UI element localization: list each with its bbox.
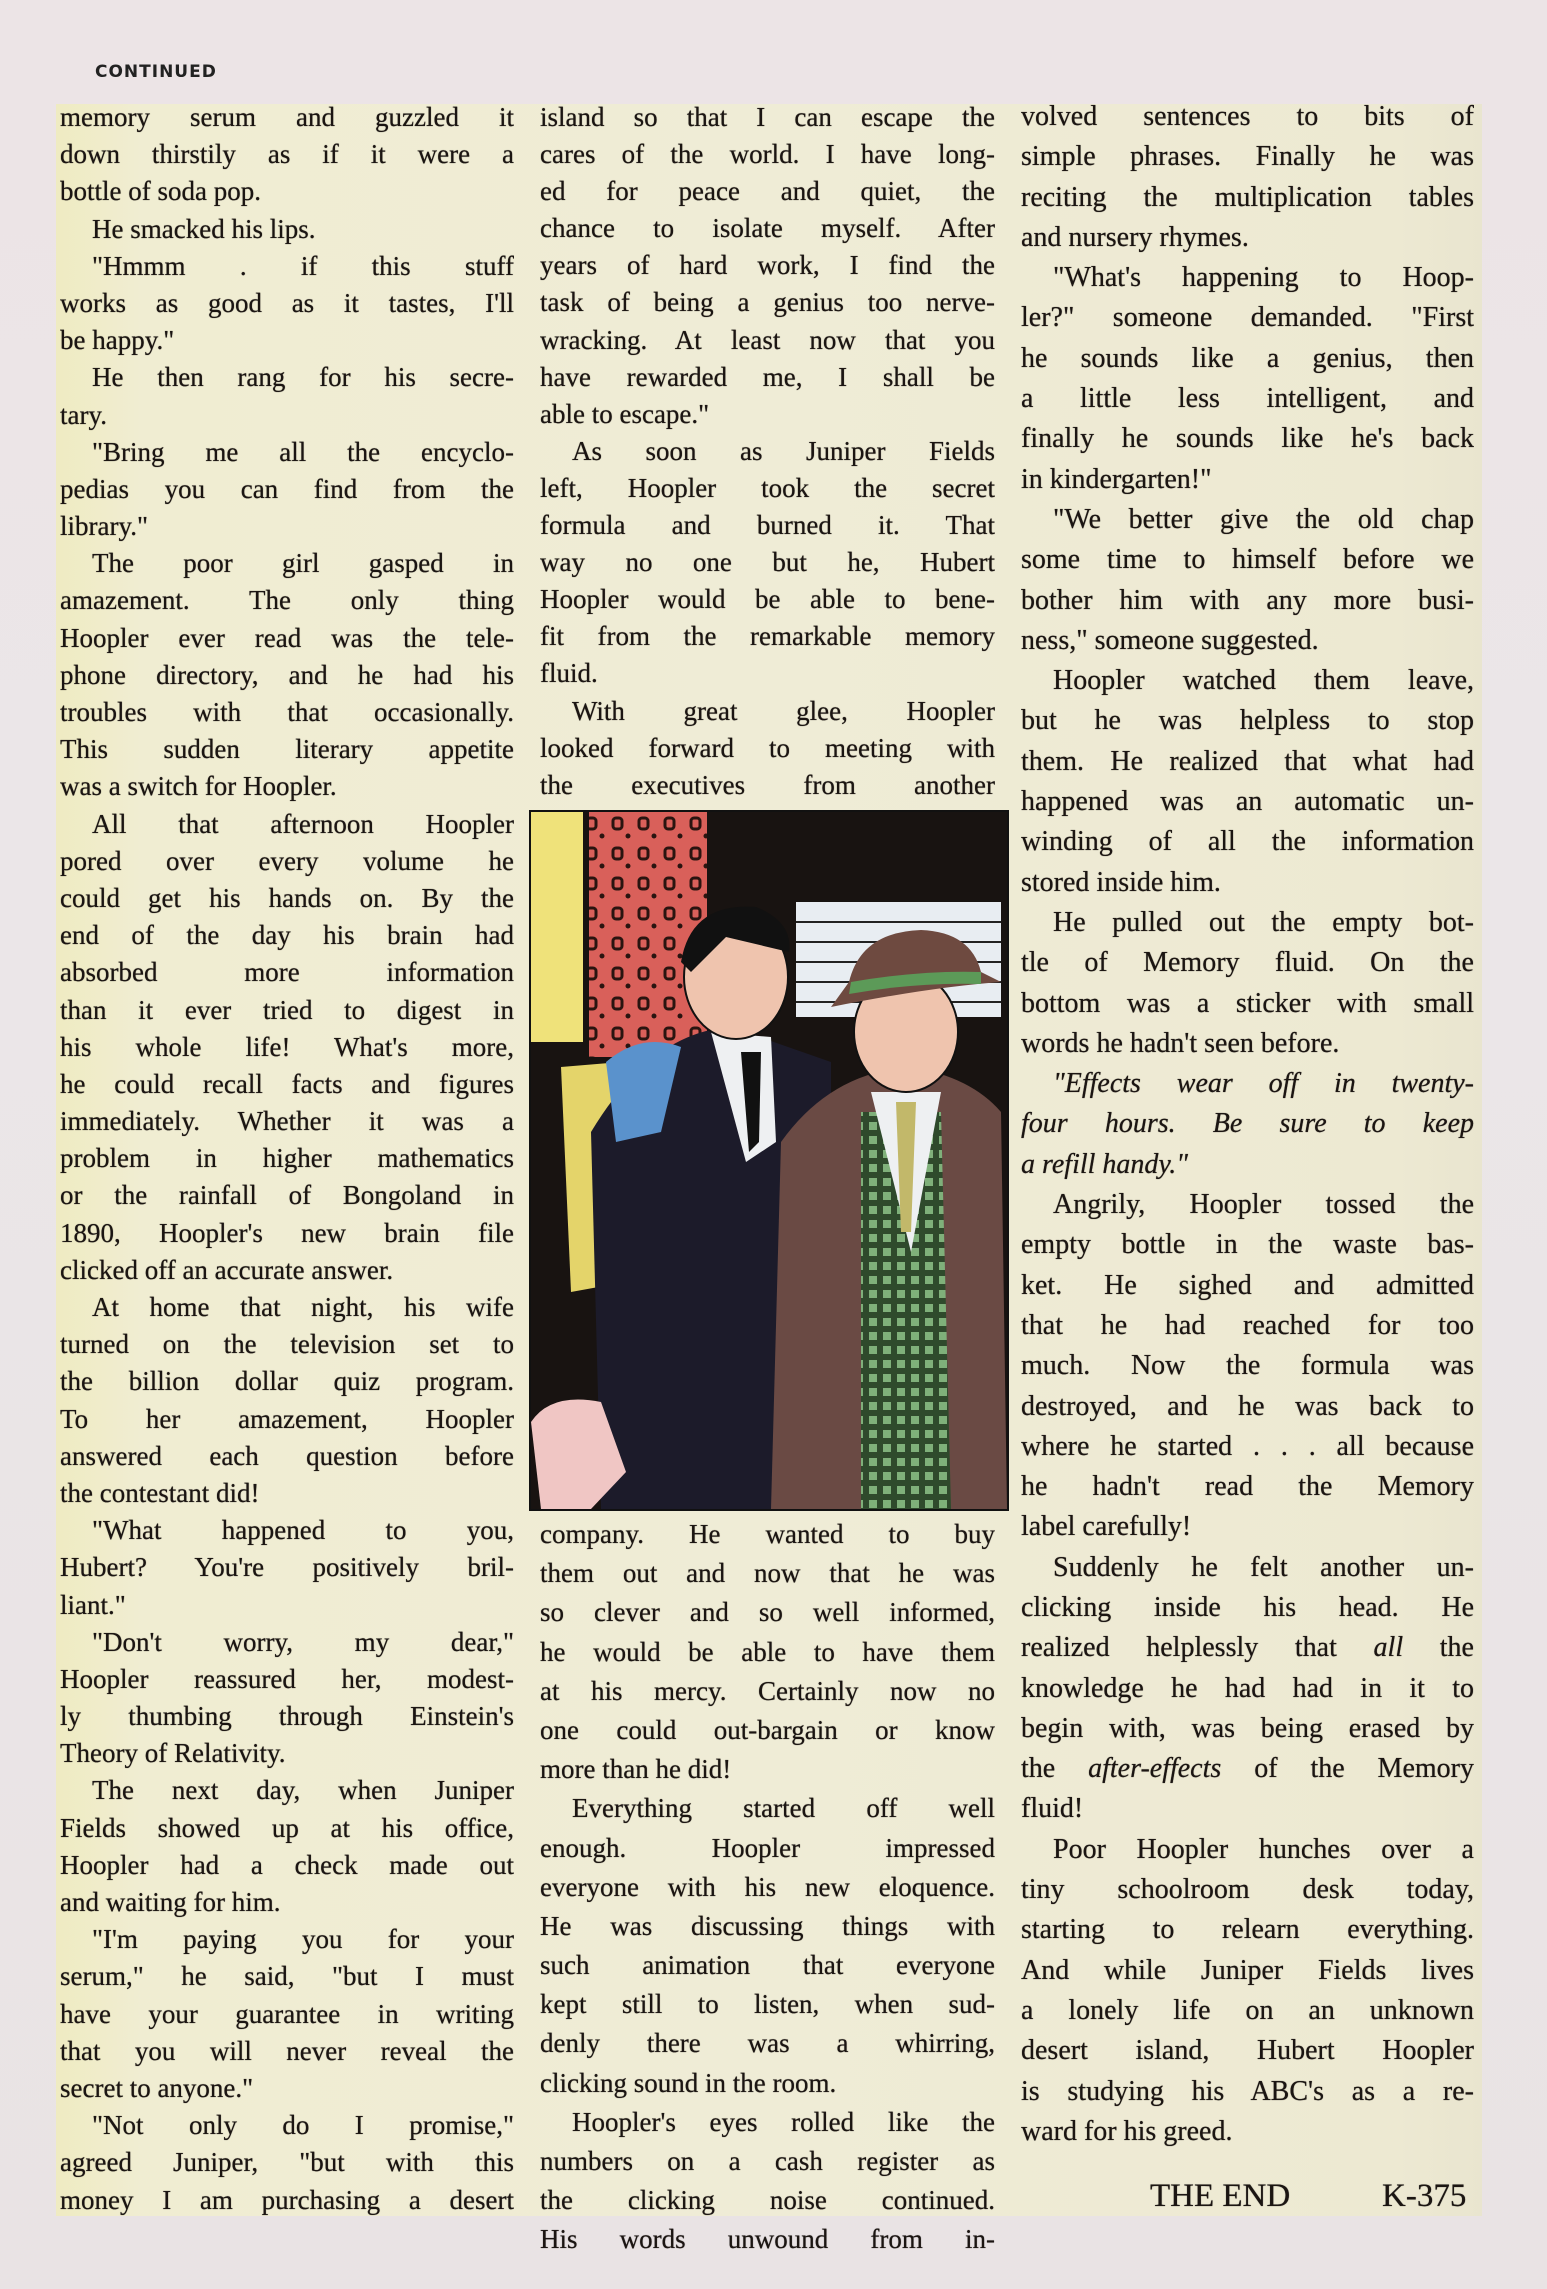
text-column-2-bottom bbox=[540, 1515, 995, 2260]
text-line: "Hmmm . if this stuff bbox=[92, 250, 514, 281]
text-line: a little less intelligent, and bbox=[1021, 383, 1474, 415]
paragraph bbox=[1021, 500, 1474, 661]
text-line: "Bring me all the encyclo- bbox=[92, 436, 514, 467]
text-line: one could out-bargain or know bbox=[540, 1714, 995, 1745]
text-line: Theory of Relativity. bbox=[60, 1738, 286, 1769]
text-line: cares of the world. I have long- bbox=[540, 139, 995, 170]
text-line: With great glee, Hoopler bbox=[572, 695, 995, 726]
text-line: the clicking noise continued. bbox=[540, 2185, 995, 2216]
text-line: agreed Juniper, "but with this bbox=[60, 2147, 514, 2178]
text-line: winding of all the information bbox=[1021, 826, 1474, 858]
paragraph bbox=[1021, 1185, 1474, 1548]
text-line: absorbed more information bbox=[60, 957, 514, 988]
paragraph bbox=[60, 1289, 514, 1512]
text-line: was a switch for Hoopler. bbox=[60, 771, 337, 802]
text-line: Hoopler reassured her, modest- bbox=[60, 1663, 514, 1694]
text-line: happened was an automatic un- bbox=[1021, 786, 1474, 818]
text-segment: realized helplessly that bbox=[1021, 1632, 1374, 1664]
text-line: And while Juniper Fields lives bbox=[1021, 1954, 1474, 1986]
paragraph bbox=[60, 1772, 514, 1921]
text-line: money I am purchasing a desert bbox=[60, 2184, 514, 2215]
text-line: wracking. At least now that you bbox=[540, 324, 995, 355]
text-segment: the bbox=[1403, 1632, 1474, 1664]
text-line: where he started . . . all because bbox=[1021, 1430, 1474, 1462]
paragraph bbox=[60, 99, 514, 211]
paragraph bbox=[60, 1921, 514, 2107]
text-line: end of the day his brain had bbox=[60, 920, 514, 951]
text-line: "What happened to you, bbox=[92, 1515, 514, 1546]
text-line: he hadn't read the Memory bbox=[1021, 1471, 1474, 1503]
text-line: To her amazement, Hoopler bbox=[60, 1403, 514, 1434]
text-line: secret to anyone." bbox=[60, 2072, 254, 2103]
text-line: bottle of soda pop. bbox=[60, 176, 261, 207]
text-line: way no one but he, Hubert bbox=[540, 547, 995, 578]
text-line: ed for peace and quiet, the bbox=[540, 176, 995, 207]
text-line: troubles with that occasionally. bbox=[60, 697, 514, 727]
text-line: At home that night, his wife bbox=[92, 1292, 514, 1322]
text-line: them out and now that he was bbox=[540, 1558, 995, 1589]
text-line: able to escape." bbox=[540, 398, 710, 429]
text-line: "Effects wear off in twenty- bbox=[1053, 1068, 1474, 1100]
text-line: years of hard work, I find the bbox=[540, 250, 995, 281]
text-line: four hours. Be sure to keep bbox=[1021, 1108, 1474, 1140]
text-column-1 bbox=[60, 99, 514, 2219]
text-line: desert island, Hubert Hoopler bbox=[1021, 2035, 1474, 2067]
text-line: "What's happening to Hoop- bbox=[1053, 262, 1474, 294]
text-line: tary. bbox=[60, 399, 107, 430]
text-line: and waiting for him. bbox=[60, 1887, 281, 1917]
continued-label: CONTINUED bbox=[95, 62, 217, 82]
text-line: the billion dollar quiz program. bbox=[60, 1366, 514, 1397]
text-line: clicked off an accurate answer. bbox=[60, 1254, 394, 1285]
text-line: at his mercy. Certainly now no bbox=[540, 1675, 995, 1706]
text-line: much. Now the formula was bbox=[1021, 1350, 1474, 1382]
text-line: the executives from another bbox=[540, 769, 995, 800]
text-line: so clever and so well informed, bbox=[540, 1597, 995, 1628]
text-line: He was discussing things with bbox=[540, 1910, 995, 1941]
text-line: Hoopler watched them leave, bbox=[1053, 665, 1474, 697]
text-line: some time to himself before we bbox=[1021, 544, 1474, 576]
text-line: memory serum and guzzled it bbox=[60, 102, 514, 132]
text-line: Fields showed up at his office, bbox=[60, 1812, 514, 1843]
italic-emphasis: all bbox=[1373, 1632, 1404, 1664]
paragraph bbox=[1021, 903, 1474, 1064]
text-line: and nursery rhymes. bbox=[1021, 221, 1249, 253]
text-line: bottom was a sticker with small bbox=[1021, 987, 1474, 1019]
text-line: clicking inside his head. He bbox=[1021, 1591, 1474, 1623]
text-line: formula and burned it. That bbox=[540, 510, 995, 541]
text-line: 1890, Hoopler's new brain file bbox=[60, 1217, 514, 1248]
text-line: have rewarded me, I shall be bbox=[540, 361, 995, 392]
paragraph bbox=[540, 433, 995, 693]
paragraph bbox=[60, 545, 514, 805]
text-line: denly there was a whirring, bbox=[540, 2028, 995, 2059]
text-line: such animation that everyone bbox=[540, 1950, 995, 1981]
text-line: ness," someone suggested. bbox=[1021, 624, 1319, 656]
text-line: His words unwound from in- bbox=[540, 2224, 995, 2255]
yellow-wall bbox=[531, 812, 583, 1042]
text-line: task of being a genius too nerve- bbox=[540, 287, 995, 318]
text-column-3 bbox=[1021, 97, 1474, 2152]
red-patterned-curtain bbox=[589, 812, 707, 1057]
text-line: This sudden literary appetite bbox=[60, 734, 514, 765]
text-line: turned on the television set to bbox=[60, 1329, 514, 1360]
text-line: a lonely life on an unknown bbox=[1021, 1994, 1474, 2026]
text-line: begin with, was being erased by bbox=[1021, 1712, 1474, 1744]
text-line: kept still to listen, when sud- bbox=[540, 1989, 995, 2020]
text-line: fluid. bbox=[540, 658, 598, 689]
text-line: answered each question before bbox=[60, 1440, 514, 1471]
text-line: finally he sounds like he's back bbox=[1021, 423, 1474, 455]
text-line: is studying his ABC's as a re- bbox=[1021, 2075, 1474, 2107]
text-line: Suddenly he felt another un- bbox=[1053, 1551, 1474, 1583]
text-line: than it ever tried to digest in bbox=[60, 994, 514, 1025]
paragraph bbox=[60, 2107, 514, 2219]
text-line: serum," he said, "but I must bbox=[60, 1961, 514, 1992]
text-line: Poor Hoopler hunches over a bbox=[1053, 1833, 1474, 1865]
text-line: "Don't worry, my dear," bbox=[92, 1626, 514, 1657]
text-line: stored inside him. bbox=[1021, 866, 1221, 898]
text-line: bother him with any more busi- bbox=[1021, 584, 1474, 616]
paragraph bbox=[540, 2103, 995, 2260]
paragraph bbox=[1021, 97, 1474, 258]
text-line: or the rainfall of Bongoland in bbox=[60, 1180, 514, 1211]
text-line: enough. Hoopler impressed bbox=[540, 1832, 995, 1863]
text-segment: of the Memory bbox=[1221, 1753, 1474, 1785]
paragraph bbox=[540, 1789, 995, 2103]
text-line: fit from the remarkable memory bbox=[540, 621, 995, 652]
text-line: be happy." bbox=[60, 325, 175, 356]
text-line: immediately. Whether it was a bbox=[60, 1106, 514, 1137]
text-line: his whole life! What's more, bbox=[60, 1031, 514, 1062]
text-line: volved sentences to bits of bbox=[1021, 101, 1474, 132]
text-line: As soon as Juniper Fields bbox=[572, 435, 995, 466]
text-line: tle of Memory fluid. On the bbox=[1021, 947, 1474, 979]
text-line: He pulled out the empty bot- bbox=[1053, 906, 1474, 938]
text-line: Hoopler would be able to bene- bbox=[540, 584, 995, 615]
text-line: ler?" someone demanded. "First bbox=[1021, 302, 1474, 334]
text-line: simple phrases. Finally he was bbox=[1021, 141, 1474, 173]
italic-emphasis: after-effects bbox=[1088, 1753, 1222, 1785]
paragraph bbox=[60, 806, 514, 1289]
text-line: looked forward to meeting with bbox=[540, 732, 995, 763]
text-line: He smacked his lips. bbox=[92, 213, 316, 244]
text-line: ly thumbing through Einstein's bbox=[60, 1701, 514, 1732]
comic-illustration-panel bbox=[529, 810, 1009, 1511]
text-line: The poor girl gasped in bbox=[92, 548, 514, 579]
text-line: pored over every volume he bbox=[60, 845, 514, 876]
paragraph bbox=[60, 1512, 514, 1624]
paragraph bbox=[1021, 1548, 1474, 1830]
text-segment: the bbox=[1021, 1753, 1089, 1785]
text-line: Hoopler ever read was the tele- bbox=[60, 622, 514, 653]
text-line: reciting the multiplication tables bbox=[1021, 181, 1474, 213]
text-line: He then rang for his secre- bbox=[92, 362, 514, 393]
text-line: everyone with his new eloquence. bbox=[540, 1871, 995, 1902]
paragraph bbox=[1021, 661, 1474, 903]
paragraph bbox=[60, 211, 514, 248]
paragraph bbox=[540, 693, 995, 804]
text-column-2-top bbox=[540, 99, 995, 804]
text-line: a refill handy." bbox=[1021, 1148, 1189, 1180]
text-line: numbers on a cash register as bbox=[540, 2146, 995, 2176]
text-line: he sounds like a genius, then bbox=[1021, 342, 1474, 374]
text-line: The next day, when Juniper bbox=[92, 1775, 514, 1806]
text-line: have your guarantee in writing bbox=[60, 1998, 514, 2029]
paragraph bbox=[60, 248, 514, 360]
text-line: Angrily, Hoopler tossed the bbox=[1053, 1189, 1474, 1221]
text-line: "Not only do I promise," bbox=[92, 2110, 514, 2141]
text-line bbox=[1021, 1628, 1474, 1668]
text-line: liant." bbox=[60, 1589, 126, 1620]
text-line: library." bbox=[60, 511, 148, 542]
text-line: All that afternoon Hoopler bbox=[92, 808, 514, 839]
text-line: clicking sound in the room. bbox=[540, 2067, 837, 2098]
paragraph bbox=[1021, 258, 1474, 500]
paragraph bbox=[60, 1624, 514, 1773]
text-line: in kindergarten!" bbox=[1021, 463, 1212, 495]
text-line: ket. He sighed and admitted bbox=[1021, 1269, 1474, 1301]
paragraph bbox=[1021, 1830, 1474, 2152]
text-line: tiny schoolroom desk today, bbox=[1021, 1874, 1474, 1906]
text-line: words he hadn't seen before. bbox=[1021, 1027, 1340, 1059]
text-line: Everything started off well bbox=[572, 1793, 995, 1824]
the-end-label: THE END bbox=[1150, 2178, 1291, 2214]
paragraph bbox=[60, 434, 514, 546]
text-line: island so that I can escape the bbox=[540, 102, 995, 132]
text-line bbox=[1021, 1749, 1474, 1789]
text-line: ward for his greed. bbox=[1021, 2115, 1233, 2147]
text-line: down thirstily as if it were a bbox=[60, 139, 514, 170]
text-line: destroyed, and he was back to bbox=[1021, 1390, 1474, 1422]
text-line: the contestant did! bbox=[60, 1477, 260, 1508]
text-line: could get his hands on. By the bbox=[60, 882, 514, 913]
text-line: works as good as it tastes, I'll bbox=[60, 287, 514, 318]
text-line: he could recall facts and figures bbox=[60, 1068, 514, 1099]
text-line: Hubert? You're positively bril- bbox=[60, 1552, 514, 1583]
story-code: K-375 bbox=[1382, 2178, 1467, 2214]
text-line: starting to relearn everything. bbox=[1021, 1914, 1474, 1946]
text-line: problem in higher mathematics bbox=[60, 1143, 514, 1174]
text-line: chance to isolate myself. After bbox=[540, 213, 995, 244]
text-line: "I'm paying you for your bbox=[92, 1924, 514, 1955]
text-line: them. He realized that what had bbox=[1021, 745, 1474, 777]
text-line: that you will never reveal the bbox=[60, 2035, 514, 2066]
two-men-illustration bbox=[531, 812, 1007, 1509]
text-line: left, Hoopler took the secret bbox=[540, 472, 995, 503]
text-line: Hoopler had a check made out bbox=[60, 1849, 514, 1880]
text-line: that he had reached for too bbox=[1021, 1309, 1474, 1341]
text-line: phone directory, and he had his bbox=[60, 659, 514, 690]
text-line: more than he did! bbox=[540, 1754, 732, 1785]
text-line: empty bottle in the waste bas- bbox=[1021, 1229, 1474, 1261]
text-line: Hoopler's eyes rolled like the bbox=[572, 2106, 995, 2137]
text-line: pedias you can find from the bbox=[60, 473, 514, 504]
text-line: "We better give the old chap bbox=[1053, 503, 1474, 535]
text-line: amazement. The only thing bbox=[60, 585, 514, 616]
text-line: fluid! bbox=[1021, 1793, 1084, 1825]
paragraph bbox=[60, 359, 514, 433]
paragraph bbox=[540, 99, 995, 433]
text-line: but he was helpless to stop bbox=[1021, 705, 1474, 737]
paragraph bbox=[540, 1515, 995, 1789]
text-line: knowledge he had had in it to bbox=[1021, 1672, 1474, 1704]
text-line: he would be able to have them bbox=[540, 1636, 995, 1667]
paragraph bbox=[1021, 1064, 1474, 1185]
text-line: company. He wanted to buy bbox=[540, 1519, 995, 1549]
text-line: label carefully! bbox=[1021, 1511, 1192, 1543]
